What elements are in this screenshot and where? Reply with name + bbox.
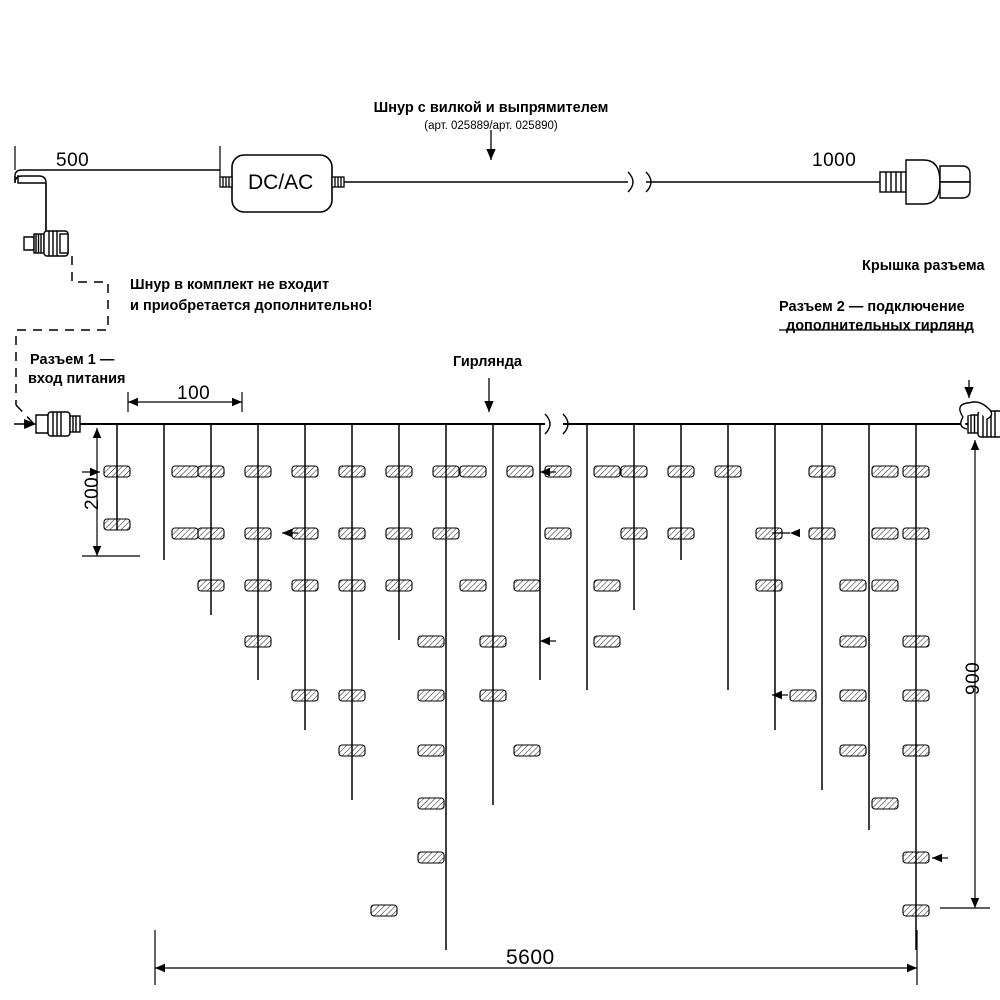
- icicle-strands: [117, 424, 916, 950]
- mains-plug: [880, 160, 970, 204]
- dimension-500: [15, 146, 220, 177]
- connector-2-line1: Разъем 2 — подключение: [779, 299, 965, 315]
- led-lamps: [104, 466, 929, 916]
- connector-1-power-input: [36, 412, 80, 436]
- cord-with-plug-label: Шнур с вилкой и выпрямителем: [373, 100, 609, 116]
- dimension-200-label: 200: [82, 476, 103, 510]
- dc-ac-label: DC/AC: [248, 171, 314, 194]
- dimension-900-label: 900: [963, 661, 984, 695]
- dimension-500-label: 500: [56, 150, 90, 171]
- cord-not-included-line2: и приобретается дополнительно!: [130, 298, 373, 314]
- connector-1-line1: Разъем 1 —: [30, 352, 115, 368]
- cord-article-label: (арт. 025889/арт. 025890): [424, 120, 558, 132]
- power-inlet-connector-top: [24, 231, 68, 256]
- garland-label: Гирлянда: [453, 354, 522, 370]
- dimension-1000-label: 1000: [812, 150, 857, 171]
- cap-label: Крышка разъема: [862, 258, 985, 274]
- dimension-100-label: 100: [177, 383, 211, 404]
- connector-1-line2: вход питания: [28, 371, 126, 387]
- dimension-5600-label: 5600: [506, 946, 555, 969]
- connector-2-line2: дополнительных гирлянд: [786, 318, 974, 334]
- cord-not-included-line1: Шнур в комплект не входит: [130, 277, 330, 293]
